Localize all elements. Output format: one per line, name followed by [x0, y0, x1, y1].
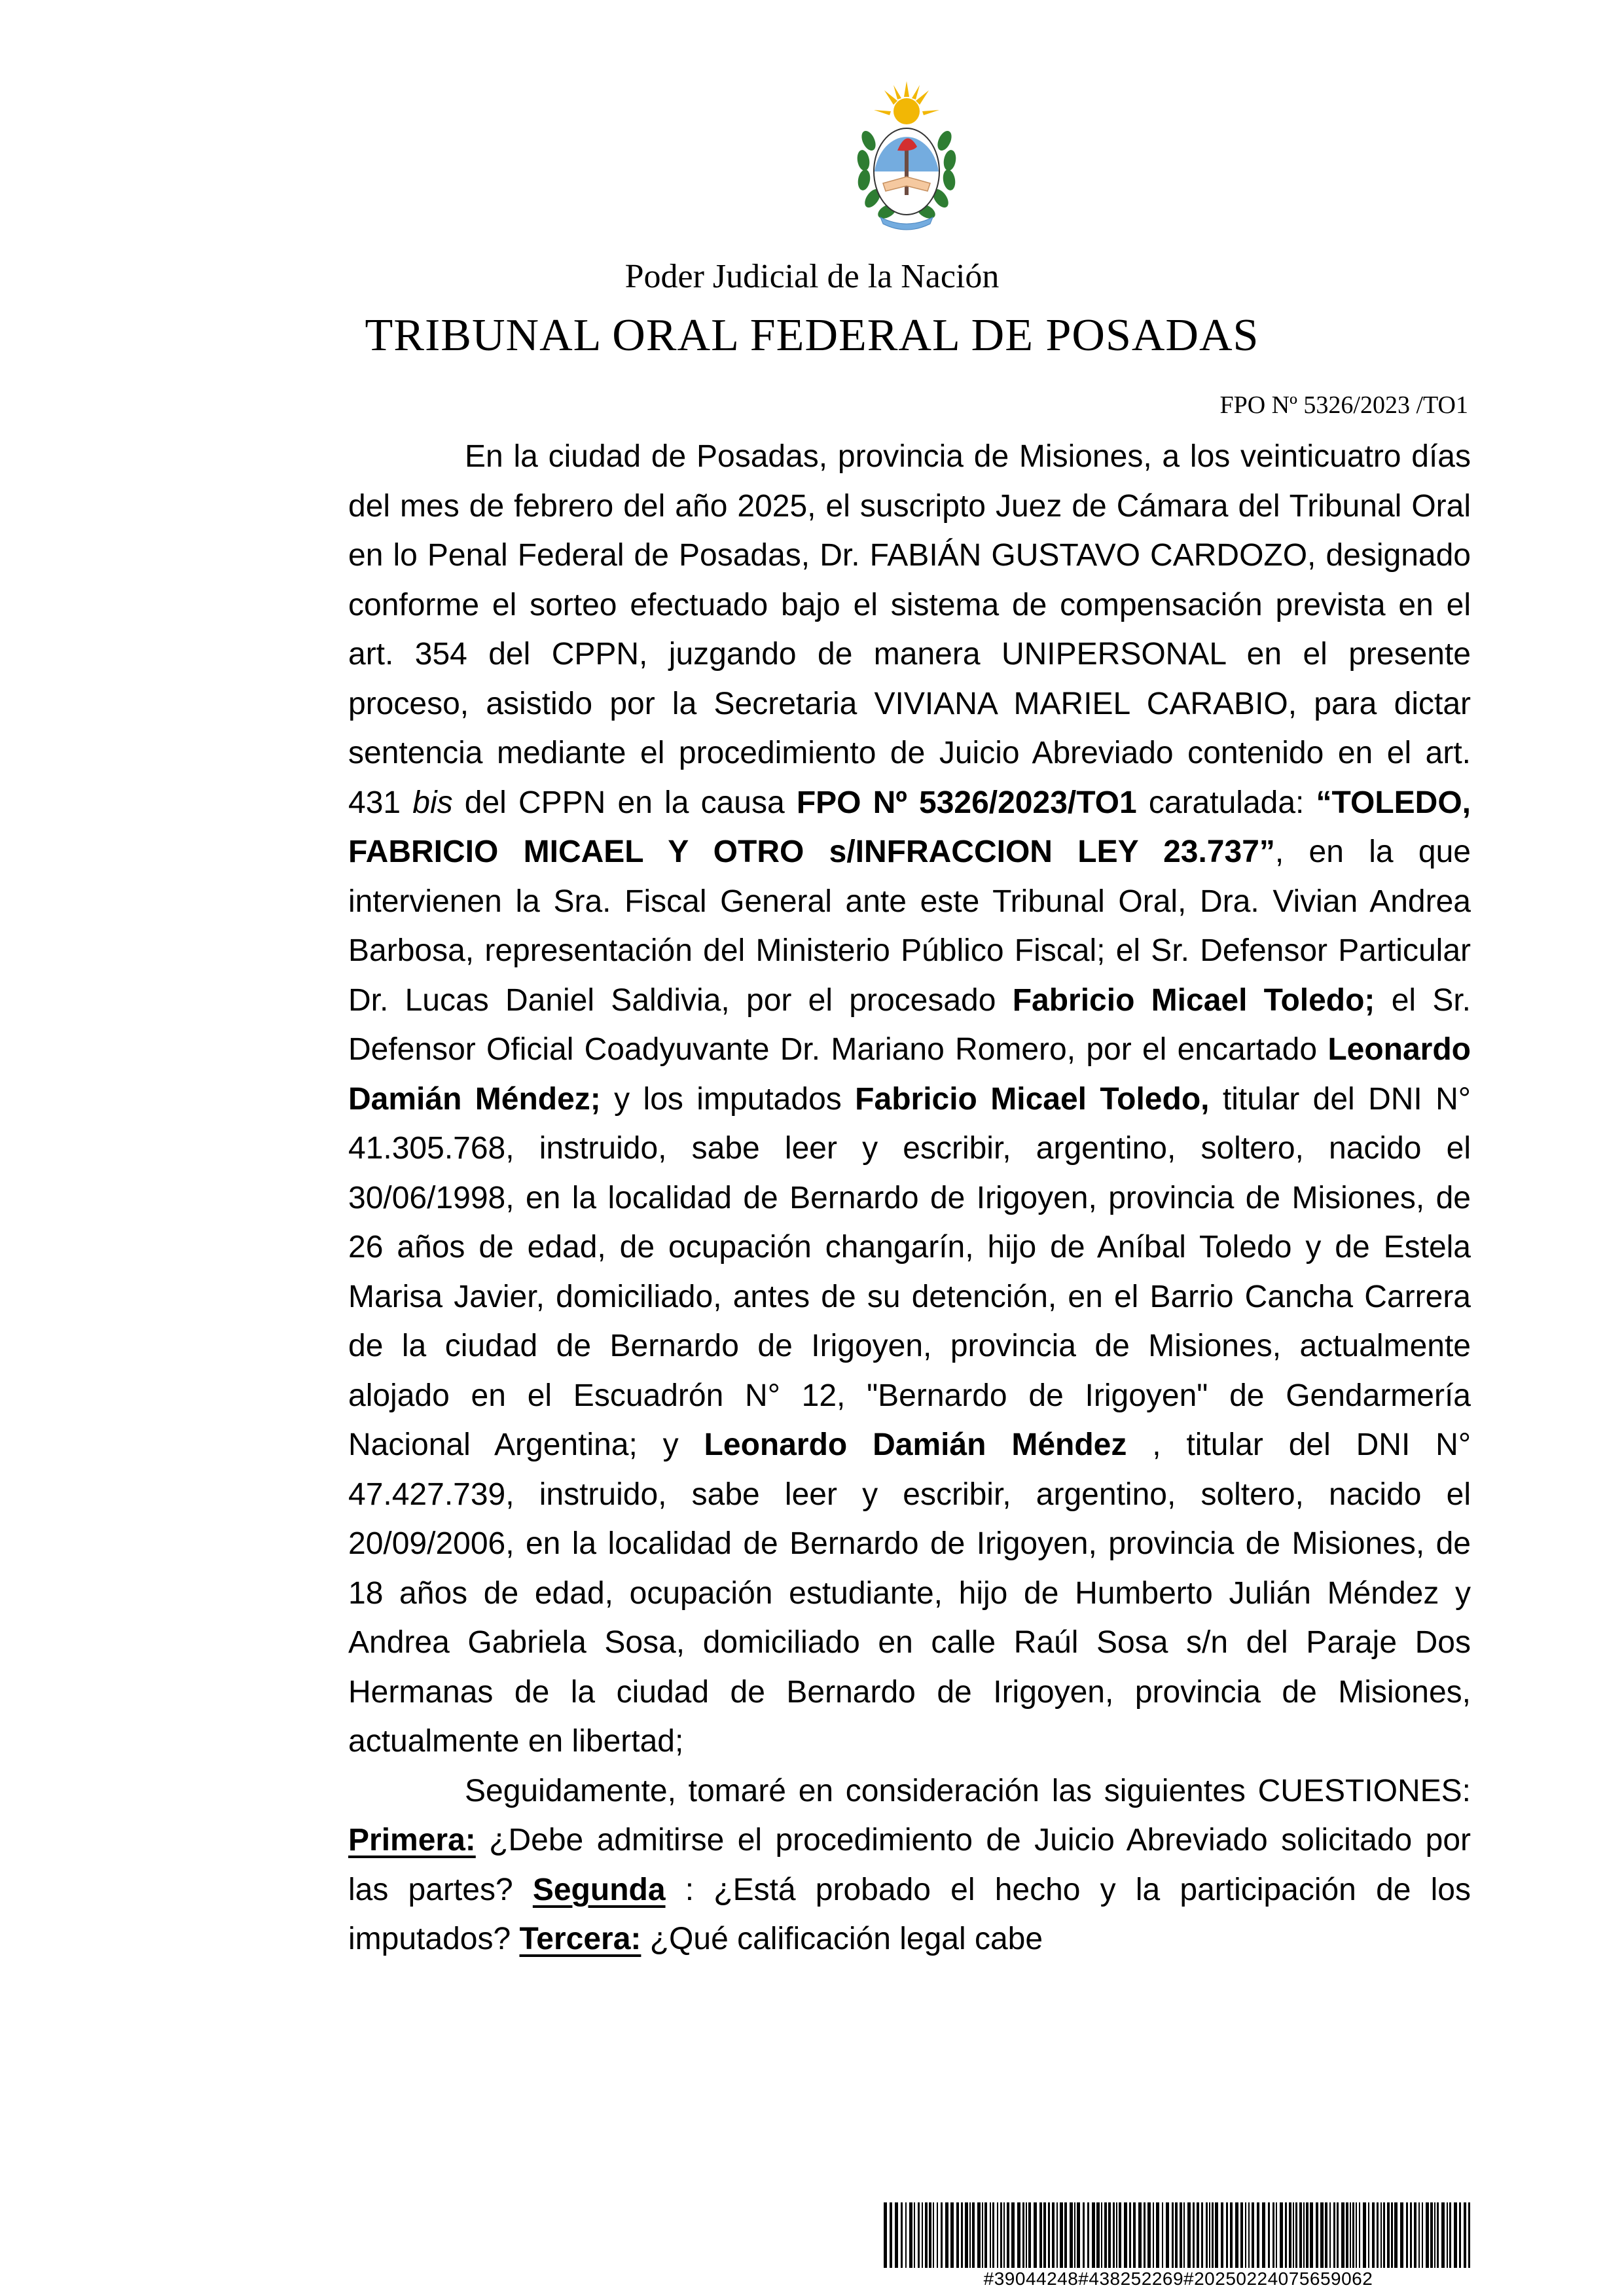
paragraph-preamble [348, 432, 1471, 1767]
case-title: “TOLEDO, FABRICIO MICAEL Y OTRO s/INFRACCION LEY 23.737” [348, 785, 1471, 869]
text-span: ¿Debe admitirse el procedimiento de Juicio Abreviado solicitado por las partes? [348, 1823, 1471, 1907]
defendant-name: Fabricio Micael Toledo; [1012, 982, 1375, 1018]
question-label-third: Tercera: [519, 1922, 641, 1956]
text-span: del CPPN en la causa [452, 785, 797, 820]
text-span: el Sr. Defensor Oficial Coadyuvante Dr. Mariano Romero, por el encartado [348, 982, 1471, 1067]
defendant-name: Leonardo Damián Méndez [704, 1427, 1127, 1462]
tribunal-name: TRIBUNAL ORAL FEDERAL DE POSADAS [365, 310, 1259, 361]
question-label-second: Segunda [532, 1872, 666, 1907]
file-reference: FPO Nº 5326/2023 /TO1 [1219, 391, 1468, 419]
text-span: caratulada: [1136, 785, 1316, 820]
text-span: titular del DNI N° 41.305.768, instruido, sabe leer y escribir, argentino, soltero, nacido el 30/06/1998, en la localidad de Bernardo de Irigoyen, provincia de Misiones, de 26 años de edad, de ocupación changarín, hijo de Aníbal Toledo y de Estela Marisa Javier, domiciliado, antes de su detención, en el Barrio Cancha Carrera de la ciudad de Bernardo de Irigoyen, provincia de Misiones, actualmente alojado en el Escuadrón N° 12, "Bernardo de Irigoyen" de Gendarmería Nacional Argentina; y [348, 1081, 1471, 1462]
text-span: : ¿Está probado el hecho y la participación de los imputados? [348, 1872, 1471, 1956]
institution-name: Poder Judicial de la Nación [624, 258, 1000, 295]
text-span: , titular del DNI N° 47.427.739, instruido, sabe leer y escribir, argentino, soltero, nacido el 20/09/2006, en la localidad de Bernardo de Irigoyen, provincia de Misiones, de 18 años de edad, ocupación estudiante, hijo de Humberto Julián Méndez y Andrea Gabriela Sosa, domiciliado en calle Raúl Sosa s/n del Paraje Dos Hermanas de la ciudad de Bernardo de Irigoyen, provincia de Misiones, actualmente en libertad; [348, 1427, 1471, 1759]
barcode-text: #39044248#438252269#20250224075659062 [983, 2269, 1373, 2289]
argentina-coat-of-arms-icon [854, 79, 959, 236]
defendant-name: Leonardo Damián Méndez; [348, 1032, 1471, 1117]
text-span: En la ciudad de Posadas, provincia de Misiones, a los veinticuatro días del mes de febrero del año 2025, el suscripto Juez de Cámara del Tribunal Oral en lo Penal Federal de Posadas, Dr. FABIÁN GUSTAVO CARDOZO, designado conforme el sorteo efectuado bajo el sistema de compensación prevista en el art. 354 del CPPN, juzgando de manera UNIPERSONAL en el presente proceso, asistido por la Secretaria VIVIANA MARIEL CARABIO, para dictar sentencia mediante el procedimiento de Juicio Abreviado contenido en el art. 431 [348, 439, 1471, 820]
text-span: Seguidamente, tomaré en consideración las siguientes CUESTIONES: [465, 1773, 1471, 1808]
barcode-icon [884, 2202, 1473, 2268]
document-body [348, 432, 1471, 1964]
text-span: y los imputados [600, 1081, 856, 1117]
case-number: FPO Nº 5326/2023/TO1 [796, 785, 1137, 820]
paragraph-questions [348, 1767, 1471, 1964]
question-label-first: Primera: [348, 1823, 476, 1857]
defendant-name: Fabricio Micael Toledo, [855, 1081, 1210, 1117]
italic-text: bis [412, 785, 453, 820]
text-span: , en la que intervienen la Sra. Fiscal General ante este Tribunal Oral, Dra. Vivian Andrea Barbosa, representación del Ministerio Público Fiscal; el Sr. Defensor Particular Dr. Lucas Daniel Saldivia, por el procesado [348, 834, 1471, 1018]
text-span: ¿Qué calificación legal cabe [641, 1922, 1043, 1956]
